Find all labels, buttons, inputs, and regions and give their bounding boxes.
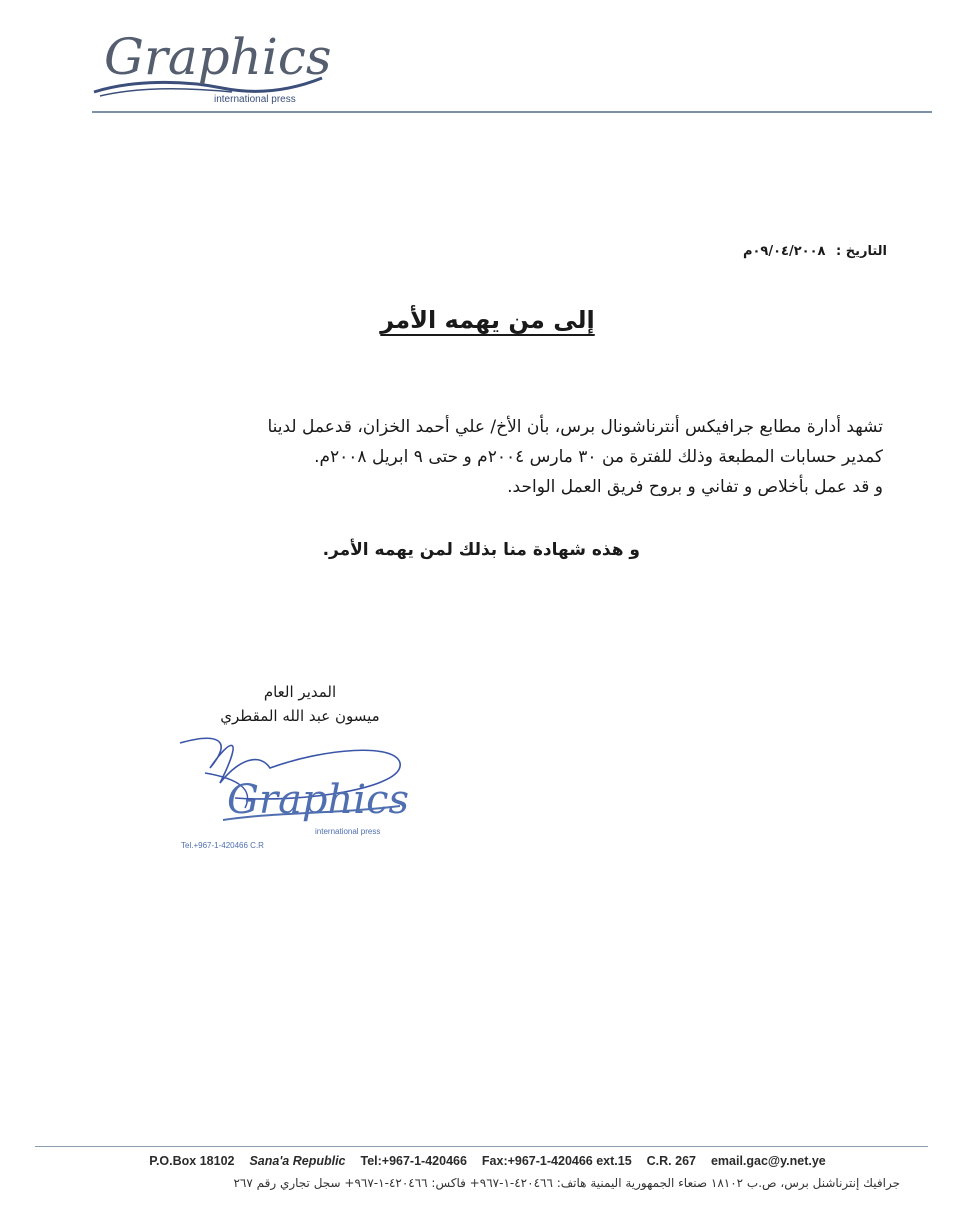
- logo-subtext: international press: [214, 94, 296, 105]
- signatory-position: المدير العام: [263, 683, 337, 701]
- date-label: التاريخ :: [836, 244, 887, 259]
- company-logo: [92, 22, 332, 112]
- signatory-block: [190, 680, 410, 728]
- footer-contact-english: [0, 1154, 975, 1168]
- footer-divider: [35, 1146, 928, 1147]
- logo-wordmark: Graphics: [104, 28, 332, 86]
- letter-title-text: إلى من يهمه الأمر: [380, 306, 595, 334]
- closing-statement: و هذه شهادة منا بذلك لمن يهمه الأمر.: [322, 540, 640, 560]
- footer-email: email.gac@y.net.ye: [710, 1154, 826, 1168]
- graphics-logo-graphic: [92, 22, 332, 112]
- date-value: ٠٩/٠٤/٢٠٠٨م: [742, 244, 826, 259]
- body-line: كمدير حسابات المطبعة وذلك للفترة من ٣٠ مارس ٢٠٠٤م و حتى ٩ ابريل ٢٠٠٨م.: [314, 447, 883, 467]
- date-line: [743, 244, 887, 259]
- stamp-tel: Tel.+967-1-420466 C.R: [181, 841, 264, 850]
- letter-body: [83, 412, 883, 502]
- footer-pobox: P.O.Box 18102: [149, 1154, 235, 1168]
- footer-city: Sana'a Republic: [249, 1154, 346, 1168]
- stamp-wordmark: Graphics: [227, 777, 410, 823]
- letter-title: [0, 306, 975, 334]
- stamp-subtext: international press: [315, 827, 381, 836]
- signature-stamp: [175, 728, 445, 858]
- footer-contact-arabic: جرافيك إنترناشنل برس، ص.ب ١٨١٠٢ صنعاء الجمهورية اليمنية هاتف: ٤٢٠٤٦٦-١-٩٦٧+ فاكس: ٤٢٠٤٦٦-١-٩٦٧+ سجل تجاري رقم ٢٦٧: [233, 1176, 900, 1190]
- footer-cr: C.R. 267: [646, 1154, 696, 1168]
- footer-tel: Tel:+967-1-420466: [360, 1154, 467, 1168]
- body-line: و قد عمل بأخلاص و تفاني و بروح فريق العمل الواحد.: [507, 477, 883, 497]
- body-line: تشهد أدارة مطابع جرافيكس أنترناشونال برس، بأن الأخ/ علي أحمد الخزان، قدعمل لدينا: [267, 417, 883, 437]
- signatory-name: ميسون عبد الله المقطري: [220, 707, 380, 725]
- handwritten-signature: [175, 728, 445, 858]
- header-divider: [92, 111, 932, 113]
- footer-fax: Fax:+967-1-420466 ext.15: [481, 1154, 632, 1168]
